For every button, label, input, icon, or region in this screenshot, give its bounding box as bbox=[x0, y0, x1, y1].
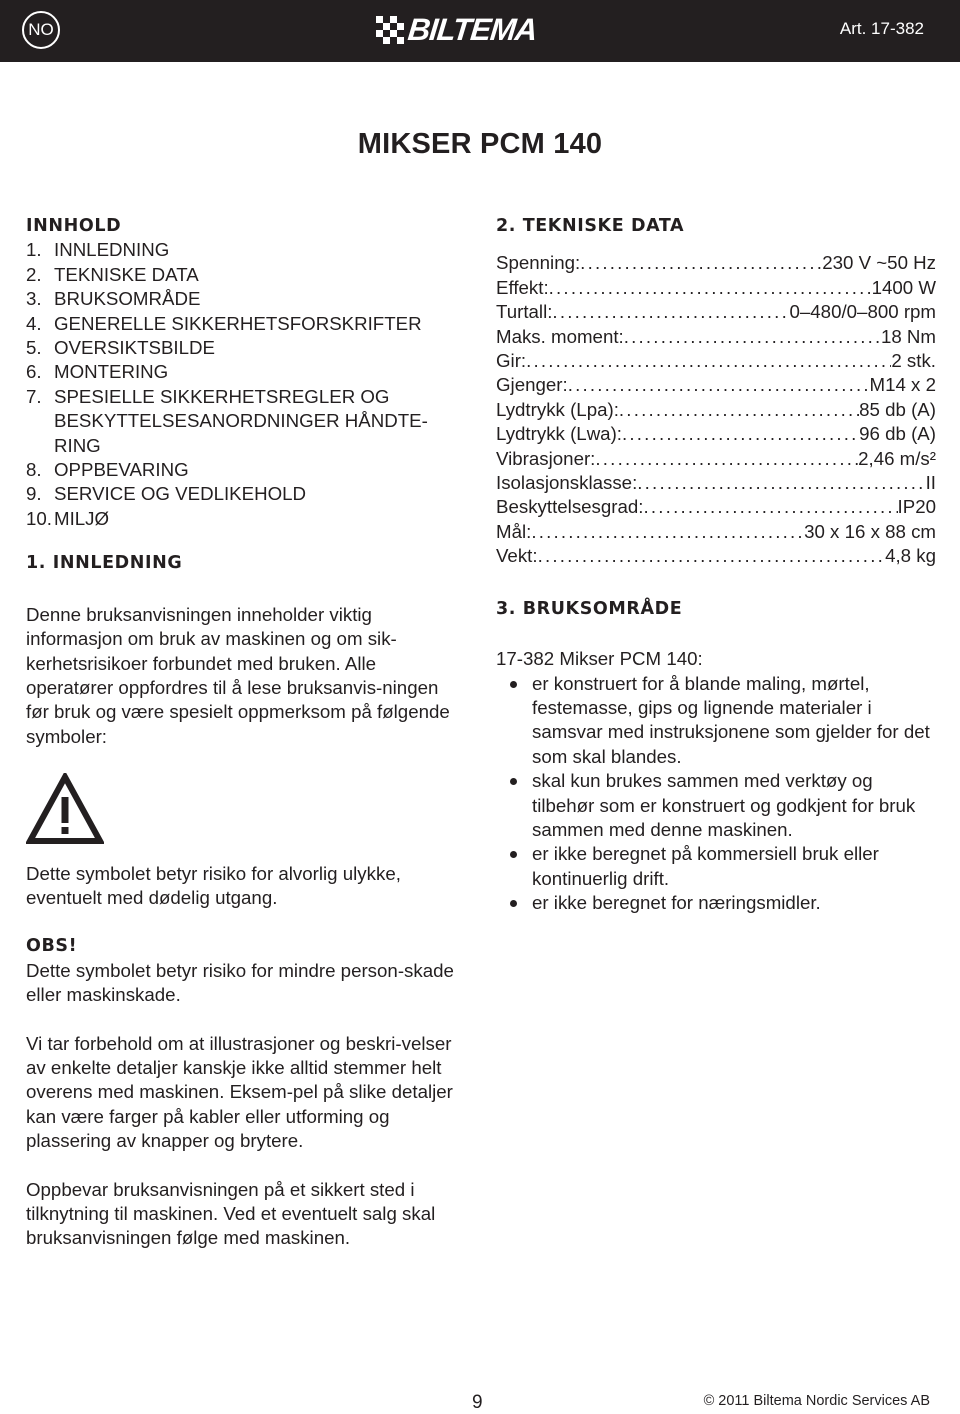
spec-row bbox=[496, 325, 936, 349]
spec-row bbox=[496, 471, 936, 495]
obs-text: Dette symbolet betyr risiko for mindre person-skade eller maskinskade. bbox=[26, 959, 454, 1006]
toc-heading: INNHOLD bbox=[26, 216, 122, 236]
toc-item-text: OPPBEVARING bbox=[54, 459, 189, 481]
spec-row bbox=[496, 447, 936, 471]
toc-item-text: MONTERING bbox=[54, 361, 169, 383]
toc-item bbox=[26, 507, 466, 531]
obs-heading: OBS! bbox=[26, 936, 78, 957]
toc-item-text: SERVICE OG VEDLIKEHOLD bbox=[54, 483, 307, 505]
spec-leader-dots bbox=[595, 447, 858, 471]
spec-row bbox=[496, 520, 936, 544]
spec-value: 1400 W bbox=[871, 276, 936, 298]
spec-leader-dots bbox=[552, 300, 789, 324]
spec-value: 30 x 16 x 88 cm bbox=[804, 520, 936, 542]
spec-leader-dots bbox=[622, 422, 859, 446]
page-number: 9 bbox=[472, 1392, 483, 1413]
usage-bullet: er ikke beregnet for næringsmidler. bbox=[496, 891, 936, 915]
spec-value: 0–480/0–800 rpm bbox=[789, 301, 936, 323]
spec-value: 2,46 m/s² bbox=[858, 447, 936, 469]
spec-leader-dots bbox=[526, 349, 891, 373]
toc-list bbox=[26, 238, 466, 531]
spec-leader-dots bbox=[644, 495, 898, 519]
toc-item-text: MILJØ bbox=[54, 507, 110, 529]
toc-item-text: INNLEDNING bbox=[54, 239, 170, 261]
spec-label: Turtall: bbox=[496, 301, 553, 323]
toc-item-number: 3. bbox=[26, 288, 42, 310]
spec-label: Beskyttelsesgrad: bbox=[496, 496, 644, 518]
spec-value: 85 db (A) bbox=[859, 398, 936, 420]
spec-row bbox=[496, 300, 936, 324]
right-column bbox=[496, 214, 936, 916]
toc-item-number: 6. bbox=[26, 361, 42, 383]
spec-leader-dots bbox=[568, 373, 870, 397]
spec-leader-dots bbox=[619, 398, 859, 422]
brand-name: BILTEMA bbox=[406, 12, 539, 47]
toc-item-text: OVERSIKTSBILDE bbox=[54, 337, 215, 359]
spec-label: Isolasjonsklasse: bbox=[496, 472, 638, 494]
toc-item bbox=[26, 458, 466, 482]
toc-item bbox=[26, 385, 466, 458]
spec-value: II bbox=[925, 472, 936, 494]
toc-item-number: 9. bbox=[26, 483, 42, 505]
toc-item-text: TEKNISKE DATA bbox=[54, 263, 199, 285]
spec-label: Lydtrykk (Lwa): bbox=[496, 423, 622, 445]
intro-heading: 1. INNLEDNING bbox=[26, 553, 183, 574]
warning-triangle-icon bbox=[26, 773, 104, 845]
spec-leader-dots bbox=[624, 325, 881, 349]
toc-item-text: SPESIELLE SIKKERHETSREGLER OG BESKYTTELSESANORDNINGER HÅNDTE-RING bbox=[54, 385, 428, 456]
spec-row bbox=[496, 251, 936, 275]
toc-item bbox=[26, 360, 466, 384]
page-title: MIKSER PCM 140 bbox=[357, 128, 603, 160]
spec-row bbox=[496, 495, 936, 519]
spec-leader-dots bbox=[538, 544, 886, 568]
spec-label: Lydtrykk (Lpa): bbox=[496, 398, 619, 420]
usage-bullet: er konstruert for å blande maling, mørtel, festemasse, gips og lignende materialer i samsvar med instruksjonene som gjelder for det som skal blandes. bbox=[496, 672, 936, 770]
toc-item-number: 5. bbox=[26, 337, 42, 359]
biltema-logo bbox=[376, 12, 539, 47]
header-bar bbox=[0, 0, 960, 62]
spec-value: 4,8 kg bbox=[885, 545, 936, 567]
article-number: Art. 17-382 bbox=[839, 19, 924, 38]
spec-leader-dots bbox=[637, 471, 925, 495]
toc-item bbox=[26, 263, 466, 287]
spec-row bbox=[496, 544, 936, 568]
left-column bbox=[26, 214, 466, 1251]
spec-leader-dots bbox=[549, 276, 872, 300]
spec-value: 96 db (A) bbox=[859, 423, 936, 445]
language-badge: NO bbox=[22, 11, 60, 49]
toc-item-number: 4. bbox=[26, 312, 42, 334]
spec-value: 18 Nm bbox=[880, 325, 936, 347]
toc-item-number: 2. bbox=[26, 263, 42, 285]
disclaimer-paragraph: Vi tar forbehold om at illustrasjoner og beskri-velser av enkelte detaljer kanskje ikke alltid stemmer helt overens med maskinen. Eksem-pel på slike detaljer kan være farger på kabler eller utforming og plassering av knapper og brytere. bbox=[26, 1032, 453, 1152]
usage-intro: 17-382 Mikser PCM 140: bbox=[496, 648, 703, 670]
toc-item-number: 8. bbox=[26, 459, 42, 481]
toc-item-text: BRUKSOMRÅDE bbox=[54, 288, 201, 310]
spec-label: Effekt: bbox=[496, 276, 549, 298]
copyright: © 2011 Biltema Nordic Services AB bbox=[703, 1393, 930, 1409]
toc-item-number: 1. bbox=[26, 239, 42, 261]
spec-leader-dots bbox=[580, 251, 822, 275]
toc-item-number: 7. bbox=[26, 385, 42, 407]
spec-value: 2 stk. bbox=[891, 350, 936, 372]
spec-row bbox=[496, 398, 936, 422]
toc-item-text: GENERELLE SIKKERHETSFORSKRIFTER bbox=[54, 312, 422, 334]
spec-label: Gir: bbox=[496, 350, 527, 372]
spec-value: IP20 bbox=[897, 496, 936, 518]
intro-paragraph: Denne bruksanvisningen inneholder viktig informasjon om bruk av maskinen og om sik-kerhetsrisikoer forbundet med bruken. Alle operatører oppfordres til å lese bruksanvis-ningen før bruk og være spesielt oppmerksom på følgende symboler: bbox=[26, 603, 450, 747]
spec-label: Spenning: bbox=[496, 252, 581, 274]
spec-label: Gjenger: bbox=[496, 374, 568, 396]
spec-label: Vibrasjoner: bbox=[496, 447, 596, 469]
spec-value: 230 V ~50 Hz bbox=[822, 252, 936, 274]
usage-heading: 3. BRUKSOMRÅDE bbox=[496, 598, 683, 619]
toc-item bbox=[26, 287, 466, 311]
spec-label: Maks. moment: bbox=[496, 325, 624, 347]
spec-value: M14 x 2 bbox=[869, 374, 936, 396]
toc-item-number: 10. bbox=[26, 507, 52, 529]
tech-heading: 2. TEKNISKE DATA bbox=[496, 216, 685, 236]
spec-table bbox=[496, 251, 936, 568]
toc-item bbox=[26, 336, 466, 360]
storage-paragraph: Oppbevar bruksanvisningen på et sikkert sted i tilknytning til maskinen. Ved et eventuelt salg skal bruksanvisningen følge med maskinen. bbox=[26, 1178, 436, 1249]
spec-row bbox=[496, 422, 936, 446]
toc-item bbox=[26, 238, 466, 262]
checkered-flag-icon bbox=[376, 16, 404, 44]
spec-label: Mål: bbox=[496, 520, 532, 542]
usage-bullet: er ikke beregnet på kommersiell bruk eller kontinuerlig drift. bbox=[496, 842, 936, 891]
spec-leader-dots bbox=[531, 520, 804, 544]
usage-list bbox=[496, 672, 936, 916]
spec-row bbox=[496, 349, 936, 373]
spec-row bbox=[496, 373, 936, 397]
toc-item bbox=[26, 482, 466, 506]
spec-label: Vekt: bbox=[496, 545, 538, 567]
toc-item bbox=[26, 312, 466, 336]
warning-text: Dette symbolet betyr risiko for alvorlig ulykke, eventuelt med dødelig utgang. bbox=[26, 862, 401, 908]
usage-bullet: skal kun brukes sammen med verktøy og tilbehør som er konstruert og godkjent for bruk sammen med denne maskinen. bbox=[496, 769, 936, 842]
spec-row bbox=[496, 276, 936, 300]
